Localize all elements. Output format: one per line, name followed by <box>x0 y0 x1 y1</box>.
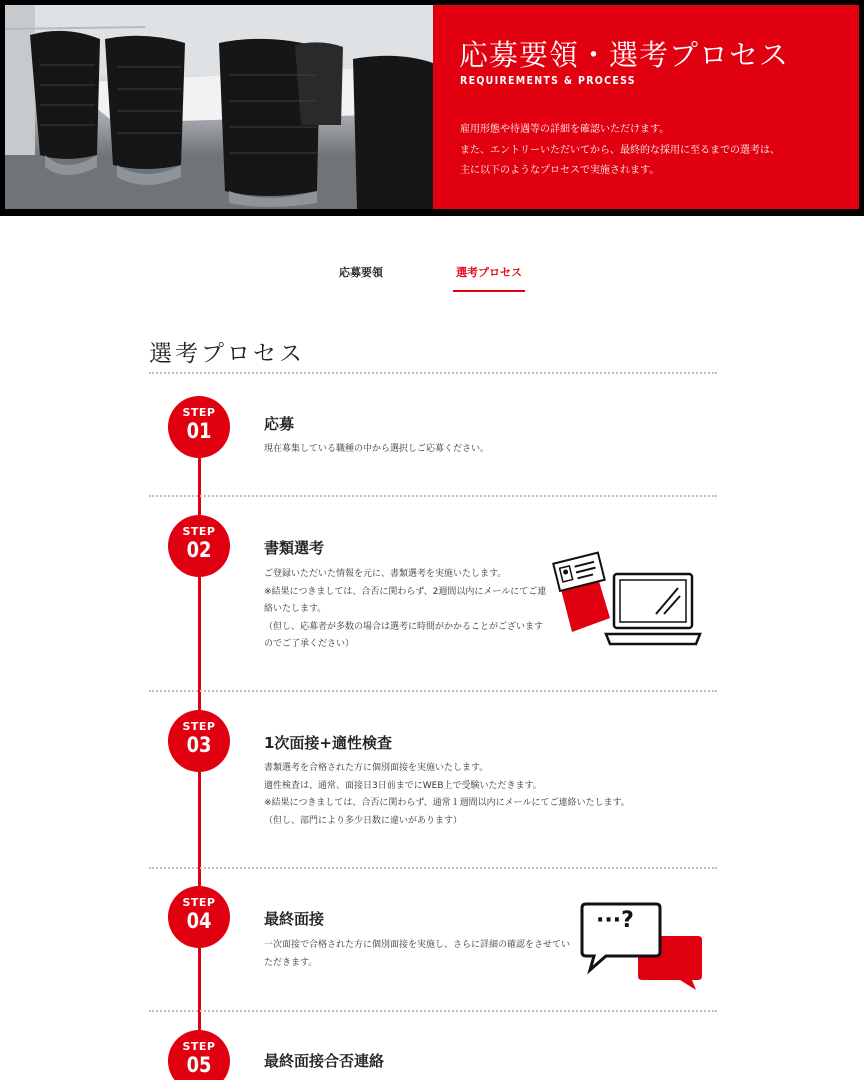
step-description-line: （但し、応募者が多数の場合は選考に時間がかかることがございます <box>264 621 544 632</box>
step-description-line: 現在募集している職種の中から選択しご応募ください。 <box>264 444 490 454</box>
section-tabs <box>0 264 864 292</box>
step-number: 05 <box>186 1053 212 1077</box>
divider <box>149 867 717 869</box>
step-label: STEP <box>182 525 216 538</box>
step-description-line: 一次面接で合格された方に個別面接を実施し、さらに詳細の確認をさせてい <box>264 940 571 950</box>
step-description-line: ※結果につきましては、合否に関わらず、通常１週間以内にメールにてご連絡いたします。 <box>264 798 630 808</box>
hero-banner <box>0 0 864 216</box>
speech-bubbles-icon <box>576 900 706 992</box>
step-number: 02 <box>186 538 212 562</box>
step-description-line: ただきます。 <box>264 957 318 968</box>
step-description <box>264 937 570 972</box>
page-subtitle: REQUIREMENTS & PROCESS <box>460 74 636 87</box>
step-badge <box>168 396 230 458</box>
hero-description-line: 主に以下のようなプロセスで実施されます。 <box>460 165 660 176</box>
hero-title-panel <box>433 5 859 209</box>
step-badge <box>168 515 230 577</box>
step-title: 1次面接+適性検査 <box>264 734 393 752</box>
divider <box>149 690 717 692</box>
step-description-line: 適性検査は、通常、面接日3日前までにWEB上で受験いただきます。 <box>264 780 542 791</box>
section-title: 選考プロセス <box>149 341 305 367</box>
step-title: 最終面接 <box>264 910 325 928</box>
step-description <box>264 566 546 654</box>
step-number: 01 <box>186 419 212 443</box>
step-description-line: 絡いたします。 <box>264 604 327 614</box>
divider <box>149 495 717 497</box>
step-number: 03 <box>186 733 212 757</box>
step-label: STEP <box>182 1040 216 1053</box>
step-badge <box>168 1030 230 1080</box>
step-description-line: （但し、部門により多少日数に違いがあります） <box>264 815 463 826</box>
step-badge <box>168 886 230 948</box>
hero-description <box>460 120 780 182</box>
hero-photo-office-chairs <box>5 5 433 209</box>
step-description-line: 書類選考を合格された方に個別面接を実施いたします。 <box>264 763 489 773</box>
step-label: STEP <box>182 406 216 419</box>
step-description <box>264 760 630 830</box>
hero-description-line: また、エントリーいただいてから、最終的な採用に至るまでの選考は、 <box>460 144 780 156</box>
step-description-line: のでご了承ください） <box>264 639 355 649</box>
tab-selection-process[interactable]: 選考プロセス <box>453 264 525 292</box>
page-title: 応募要領・選考プロセス <box>459 38 790 72</box>
step-badge <box>168 710 230 772</box>
step-title: 書類選考 <box>264 539 325 557</box>
step-title: 最終面接合否連絡 <box>264 1052 385 1070</box>
resume-and-laptop-icon <box>548 548 704 650</box>
step-title: 応募 <box>264 415 295 433</box>
speech-bubble-text: ···? <box>596 908 634 933</box>
step-number: 04 <box>186 909 212 933</box>
step-description-line: ※結果につきましては、合否に関わらず、2週間以内にメールにてご連 <box>264 586 547 597</box>
step-description-line: ご登録いただいた情報を元に、書類選考を実施いたします。 <box>264 569 507 579</box>
step-label: STEP <box>182 720 216 733</box>
divider <box>149 1010 717 1012</box>
divider <box>149 372 717 374</box>
step-description <box>264 441 489 459</box>
tab-requirements[interactable]: 応募要領 <box>339 266 383 279</box>
step-label: STEP <box>182 896 216 909</box>
hero-description-line: 雇用形態や待遇等の詳細を確認いただけます。 <box>460 124 670 135</box>
office-chairs-illustration <box>5 5 433 209</box>
